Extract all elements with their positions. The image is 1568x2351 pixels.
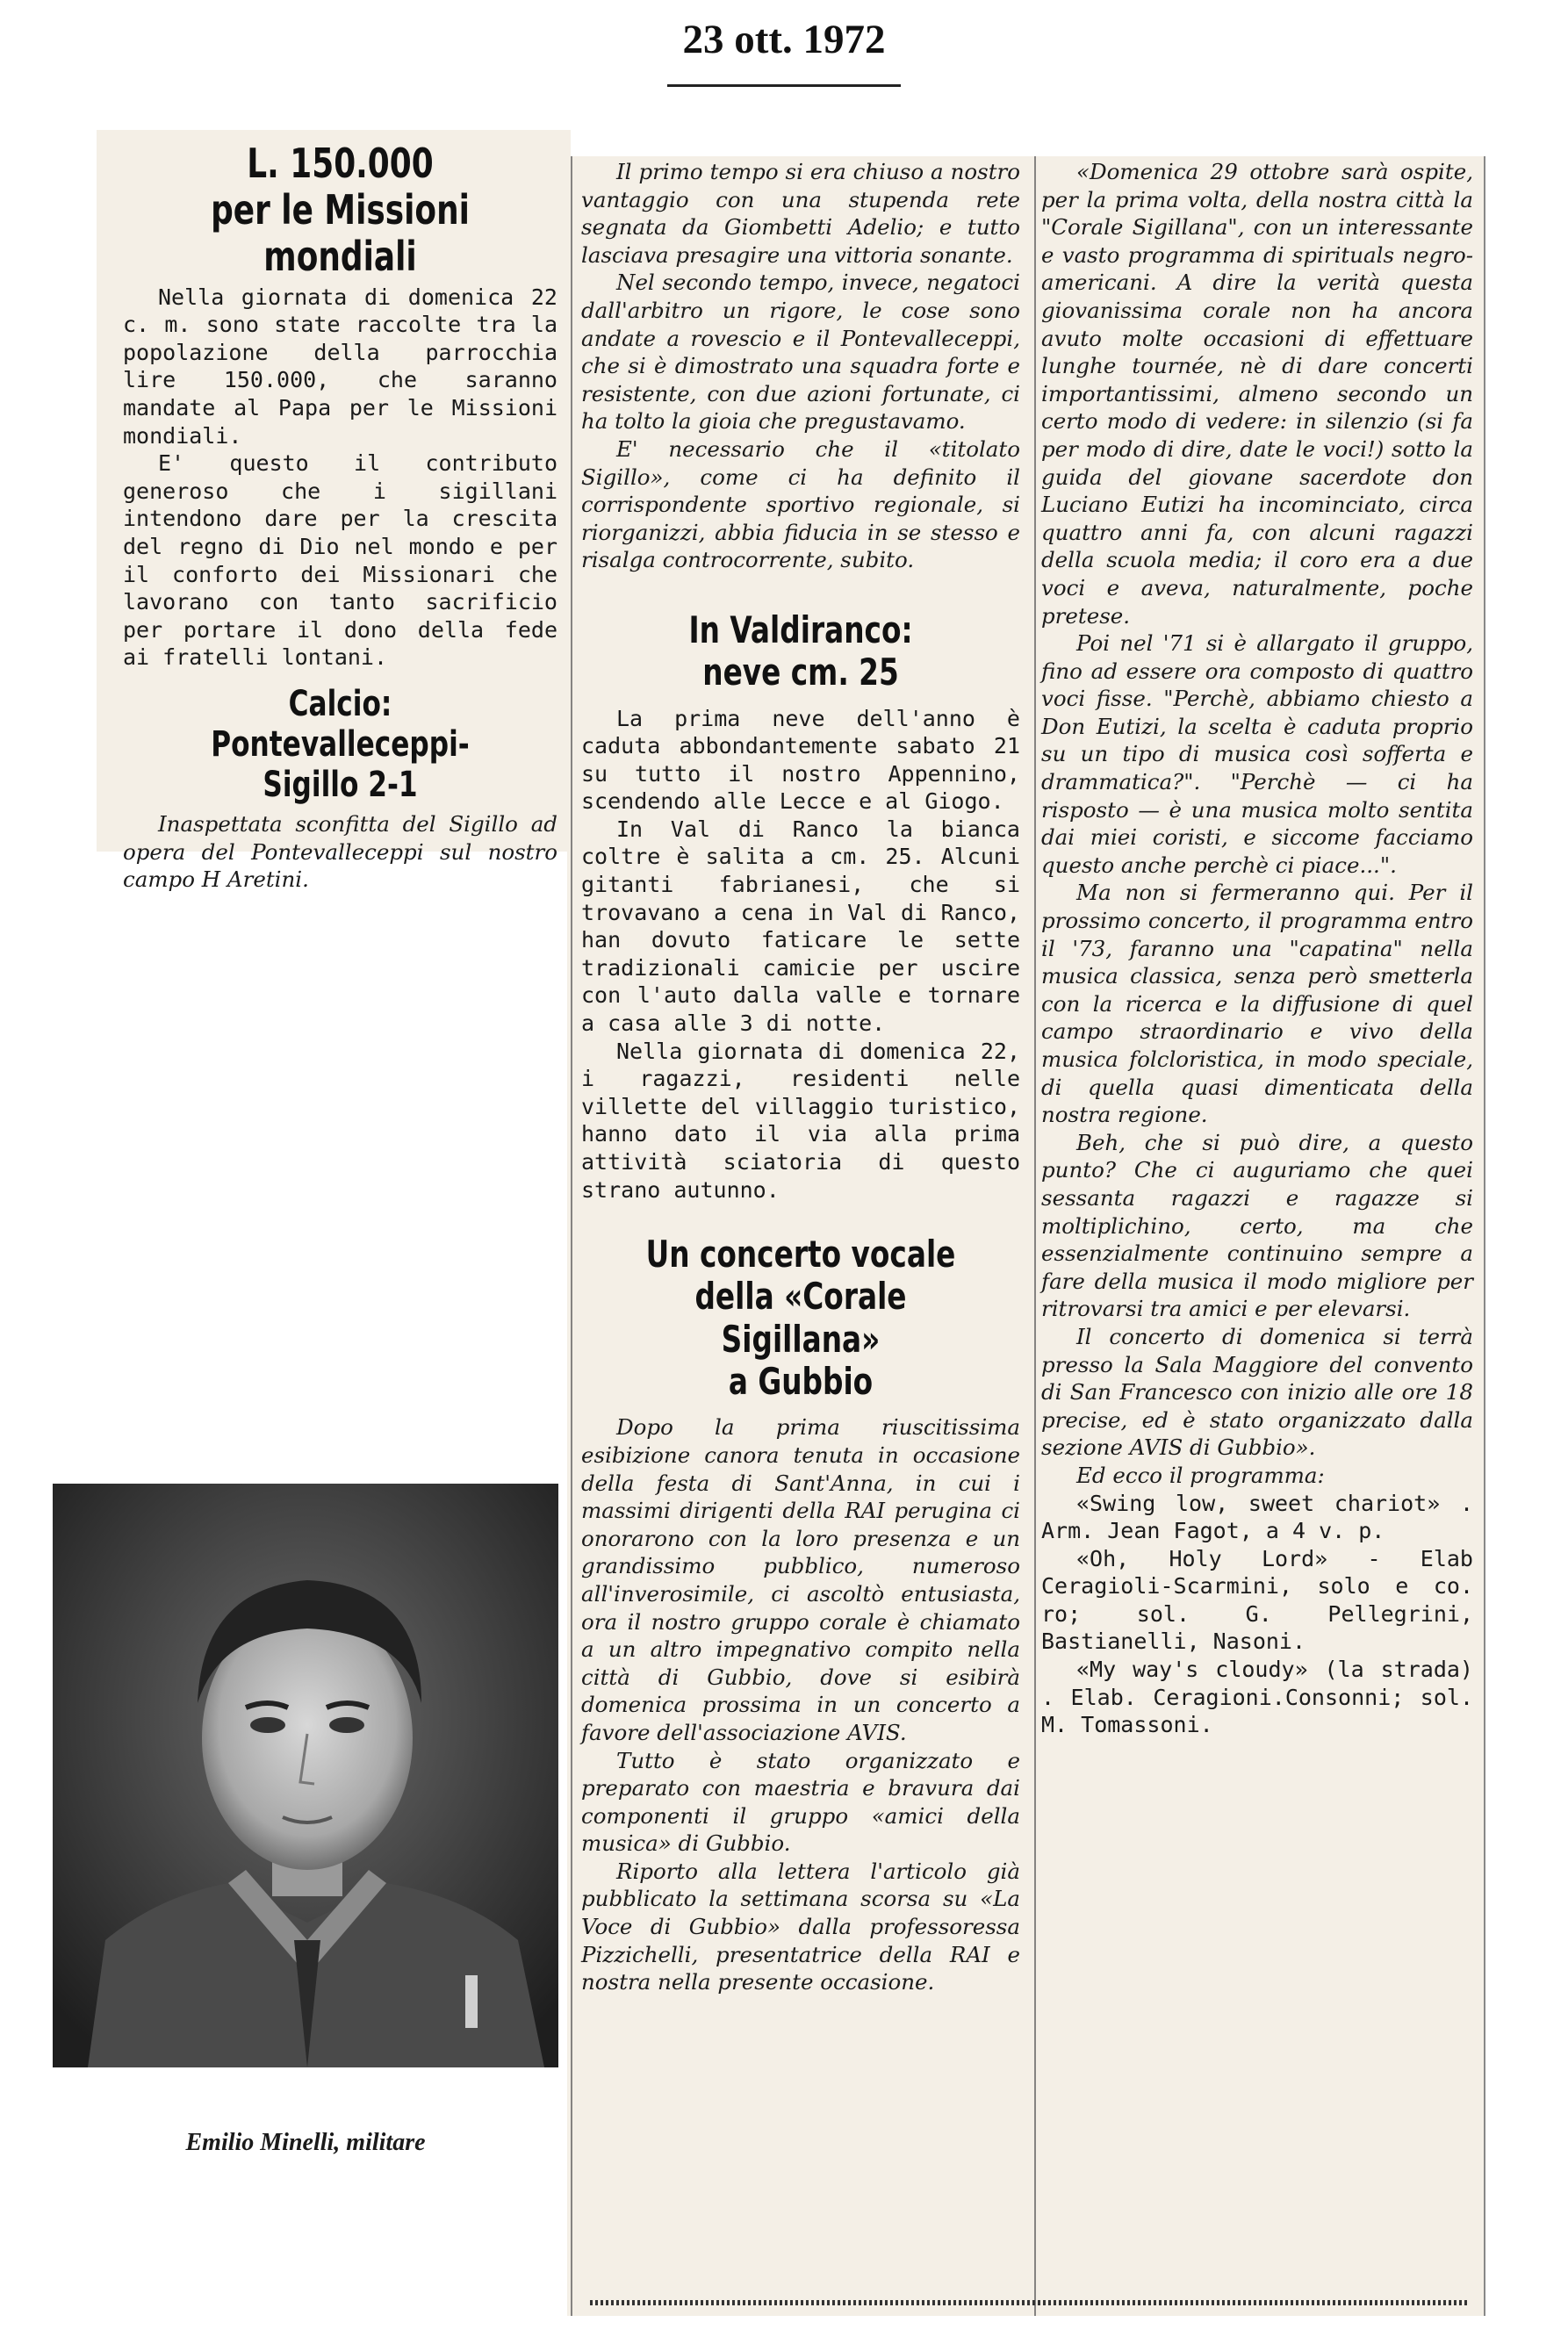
article-missions-headline [170,140,509,280]
article-concert-headline [629,1233,972,1403]
article-concert-para: Riporto alla lettera l'articolo già pubblicato la settimana scorsa su «La Voce di Gubbio» dalla professoressa Pizzichelli, presentatrice della RAI e nostra nella presente occasione. [581,1858,1020,1995]
column-2 [581,158,1020,1996]
column-3 [1041,158,1473,1739]
date-underline [667,84,901,87]
program-item: «Oh, Holy Lord» - Elab Ceragioli-Scarmini, solo e co. ro; sol. G. Pellegrini, Bastianelli, Nasoni. [1041,1545,1473,1655]
headline-line: Un concerto vocale [645,1233,956,1276]
article-football-para: E' necessario che il «titolato Sigillo», come ci ha definito il corrispondente sportivo regionale, si riorganizzi, abbia fiducia in se stesso e risalga controcorrente, subito. [581,435,1020,573]
headline-line: a Gubbio [728,1360,874,1404]
column-1 [123,140,557,894]
headline-line: della «Corale Sigillana» [694,1275,907,1361]
program-item: «My way's cloudy» (la strada) . Elab. Ceragioni.Consonni; sol. M. Tomassoni. [1041,1657,1473,1738]
article-football-para: Il primo tempo si era chiuso a nostro vantaggio con una stupenda rete segnata da Giombetti Adelio; e tutto lasciava presagire una vittoria sonante. [581,159,1020,268]
article-concert-para: Il concerto di domenica si terrà presso la Sala Maggiore del convento di San Francesco con inizio alle ore 18 precise, ed è stato organizzato dalla sezione AVIS di Gubbio». [1041,1323,1473,1461]
article-football-para: Nel secondo tempo, invece, negatoci dall'arbitro un rigore, le cose sono andate a rovescio e il Pontevalleceppi, che si è dimostrato una squadra forte e resistente, con due azioni fortunate, ci ha tolto la gioia che pregustavamo. [581,270,1020,435]
article-missions-para: Nella giornata di domenica 22 c. m. sono state raccolte tra la popolazione della parrocchia lire 150.000, che saranno mandate al Papa per le Missioni mondiali. [123,284,557,449]
column-divider [1034,156,1036,2316]
portrait-illustration [53,1484,558,2067]
article-football-headline [170,684,509,805]
article-concert-para: Ma non si fermeranno qui. Per il prossimo concerto, il programma entro il '73, faranno una "capatina" nella musica classica, senza però smetterla con la ricerca e la diffusione di quel campo straordinario e vivo della musica folcloristica, in modo speciale, di quella quasi dimenticata della nostra regione. [1041,880,1473,1128]
article-concert-para: Beh, che si può dire, a questo punto? Che ci auguriamo che quei sessanta ragazzi e ragazze si moltiplichino, certo, ma che essenzialmente continuino sempre a fare della musica il modo migliore per ritrovarsi tra amici e per elevarsi. [1041,1129,1473,1322]
article-concert-para: Dopo la prima riuscitissima esibizione canora tenuta in occasione della festa di Sant'Anna, in cui i massimi dirigenti della RAI perugina ci onorarono con la loro presenza e un grandissimo pubblico, numeroso all'inverosimile, ci ascoltò entusiasta, ora il nostro gruppo corale è chiamato a un altro impegnativo compito nella città di Gubbio, dove si esibirà domenica prossima in un concerto a favore dell'associazione AVIS. [581,1414,1020,1745]
article-concert-para: Tutto è stato organizzato e preparato con maestria e bravura dai componenti il gruppo «amici della musica» di Gubbio. [581,1747,1020,1857]
photo-caption: Emilio Minelli, militare [185,2129,426,2156]
headline-line: Pontevalleceppi-Sigillo 2-1 [211,723,470,805]
headline-line: In Valdiranco: [688,608,913,651]
program-intro: Ed ecco il programma: [1076,1462,1325,1488]
headline-line: Calcio: [288,683,392,724]
article-snow-para: In Val di Ranco la bianca coltre è salita a cm. 25. Alcuni gitanti fabrianesi, che si trovavano a cena in Val di Ranco, han dovuto faticare le sette tradizionali camicie per uscire con l'auto dalla valle e tornare a casa alle 3 di notte. [581,816,1020,1037]
date-header: 23 ott. 1972 [682,17,886,62]
headline-line: L. 150.000 [247,140,434,187]
article-football-lead: Inaspettata sconfitta del Sigillo ad opera del Pontevalleceppi sul nostro campo H Aretini. [123,810,557,893]
portrait-photo [53,1484,558,2067]
program-item: «Swing low, sweet chariot» . Arm. Jean Fagot, a 4 v. p. [1041,1490,1473,1544]
article-concert-para: Poi nel '71 si è allargato il gruppo, fino ad essere ora composto di quattro voci fisse. "Perchè, abbiamo chiesto a Don Eutizi, la scelta è caduta proprio su un tipo di musica così sofferta e drammatica?". "Perchè — ci ha risposto — è una musica molto sentita dai miei coristi, e siccome facciamo questo anche perchè ci piace...". [1041,630,1473,878]
headline-line: per le Missioni mondiali [211,185,470,280]
article-snow-headline [629,609,972,694]
column-divider [1484,156,1485,2316]
bottom-dotted-rule [590,2300,1468,2305]
column-divider [571,156,572,2316]
headline-line: neve cm. 25 [702,651,899,694]
article-missions-para: E' questo il contributo generoso che i sigillani intendono dare per la crescita del regno di Dio nel mondo e per il conforto dei Missionari che lavorano con tanto sacrificio per portare il dono della fede ai fratelli lontani. [123,450,557,671]
article-snow-para: La prima neve dell'anno è caduta abbondantemente sabato 21 su tutto il nostro Appennino, scendendo alle Lecce e al Giogo. [581,705,1020,815]
article-snow-para: Nella giornata di domenica 22, i ragazzi, residenti nelle villette del villaggio turistico, hanno dato il via alla prima attività sciatoria di questo strano autunno. [581,1038,1020,1203]
article-concert-para: «Domenica 29 ottobre sarà ospite, per la prima volta, della nostra città la "Corale Sigillana", con un interessante e vasto programma di spirituals negro-americani. A dire la verità questa giovanissima corale non ha ancora avuto molte occasioni di effettuare lunghe tournée, nè di dare concerti importantissimi, almeno secondo un certo modo di vedere: in silenzio (si fa per modo di dire, date le voci!) sotto la guida del giovane sacerdote don Luciano Eutizi ha incominciato, circa quattro anni fa, con alcuni ragazzi della scuola media; il coro era a due voci e aveva, naturalmente, poche pretese. [1041,159,1473,629]
